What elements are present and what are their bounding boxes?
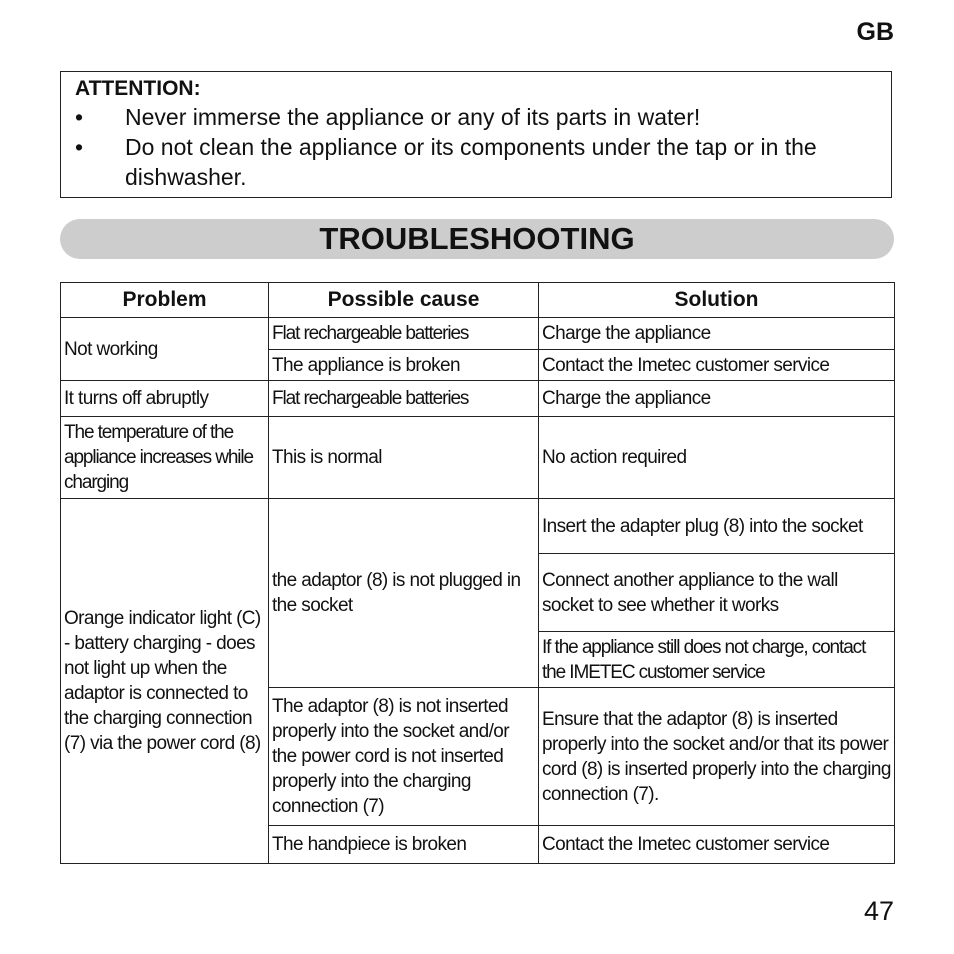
solution-cell	[539, 417, 895, 499]
solution-text: Charge the appliance	[542, 323, 711, 344]
language-code: GB	[856, 18, 894, 46]
cause-text: the adaptor (8) is not plugged in the socket	[272, 570, 521, 616]
problem-cell	[61, 499, 269, 864]
page-number: 47	[863, 896, 894, 926]
solution-text: Insert the adapter plug (8) into the socket	[542, 515, 863, 537]
solution-text: Connect another appliance to the wall socket to see whether it works	[542, 569, 838, 616]
attention-item-text: Never immerse the appliance or any of its parts in water!	[125, 104, 701, 130]
cause-cell	[269, 417, 539, 499]
problem-text: The temperature of the appliance increases while charging	[64, 422, 254, 493]
solution-cell	[539, 688, 895, 826]
table-row	[61, 417, 895, 499]
solution-cell	[539, 318, 895, 350]
cause-text: Flat rechargeable batteries	[272, 323, 469, 344]
solution-cell	[539, 381, 895, 417]
bullet-icon: •	[75, 104, 84, 130]
solution-text: Charge the appliance	[542, 388, 711, 409]
attention-box	[60, 71, 892, 198]
troubleshooting-table	[60, 282, 895, 864]
bullet-icon: •	[75, 134, 84, 160]
problem-text: Orange indicator light (C) - battery charging - does not light up when the adaptor is connected to the charging connection (7) via the power cord (8)	[64, 608, 261, 754]
problem-text: Not working	[64, 338, 158, 360]
table-row	[61, 318, 895, 350]
cause-cell	[269, 381, 539, 417]
solution-text: Contact the Imetec customer service	[542, 354, 830, 376]
problem-text: It turns off abruptly	[64, 388, 209, 409]
cause-cell	[269, 826, 539, 864]
attention-item-text: Do not clean the appliance or its components under the tap or in the dishwasher.	[125, 134, 817, 190]
cause-text: The appliance is broken	[272, 354, 460, 376]
header-solution: Solution	[539, 283, 895, 318]
table-row	[61, 381, 895, 417]
solution-text: Contact the Imetec customer service	[542, 834, 830, 855]
attention-title: ATTENTION:	[75, 77, 201, 100]
problem-cell	[61, 318, 269, 381]
solution-text: Ensure that the adaptor (8) is inserted properly into the socket and/or that its power cord (8) is inserted properly into the charging connection (7).	[542, 708, 891, 805]
table-header-row	[61, 283, 895, 318]
cause-text: The handpiece is broken	[272, 834, 467, 855]
cause-text: Flat rechargeable batteries	[272, 388, 469, 409]
cause-text: This is normal	[272, 447, 382, 468]
solution-cell	[539, 499, 895, 554]
solution-text: No action required	[542, 447, 687, 468]
attention-item	[75, 132, 877, 192]
header-problem: Problem	[61, 283, 269, 318]
cause-text: The adaptor (8) is not inserted properly into the socket and/or the power cord is not inserted properly into the charging connection (7)	[272, 696, 509, 817]
section-title: TROUBLESHOOTING	[60, 219, 894, 259]
cause-cell	[269, 688, 539, 826]
solution-cell	[539, 554, 895, 632]
solution-cell	[539, 632, 895, 688]
header-cause: Possible cause	[269, 283, 539, 318]
solution-cell	[539, 350, 895, 381]
problem-cell	[61, 381, 269, 417]
cause-cell	[269, 499, 539, 688]
cause-cell	[269, 350, 539, 381]
solution-text: If the appliance still does not charge, contact the IMETEC customer service	[542, 636, 866, 683]
cause-cell	[269, 318, 539, 350]
table-row	[61, 499, 895, 554]
problem-cell	[61, 417, 269, 499]
attention-item	[75, 102, 877, 132]
solution-cell	[539, 826, 895, 864]
